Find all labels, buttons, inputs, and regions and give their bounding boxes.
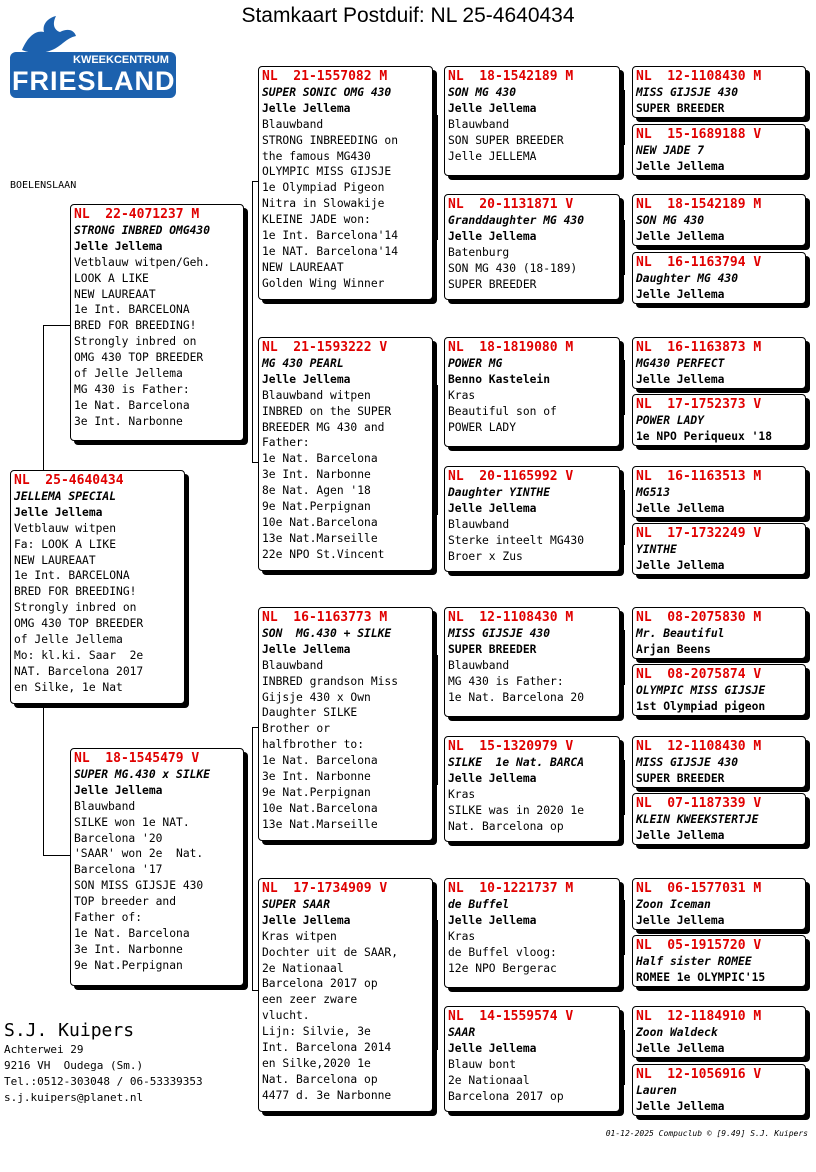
pigeon-info-line: SON SUPER BREEDER	[448, 133, 564, 147]
owner-name: S.J. Kuipers	[4, 1020, 135, 1041]
ring-number: NL 17-1732249 V	[636, 526, 762, 541]
pigeon-info-line: SUPER BREEDER	[448, 277, 537, 291]
breeder-name: Jelle Jellema	[636, 159, 725, 173]
ring-number: NL 17-1734909 V	[262, 881, 388, 896]
pigeon-card-gen4[interactable]	[632, 607, 806, 659]
pigeon-name: MG 430 PEARL	[262, 356, 344, 370]
pigeon-card-father[interactable]	[70, 204, 244, 441]
breeder-name: Jelle Jellema	[262, 913, 351, 927]
ring-number: NL 12-1108430 M	[448, 610, 574, 625]
pigeon-info-line: SON MISS GIJSJE 430	[74, 879, 204, 893]
connector-line	[624, 760, 625, 815]
pigeon-card-gen3[interactable]	[444, 466, 620, 572]
pigeon-info-line: NEW LAUREAAT	[262, 260, 344, 274]
breeder-name: Jelle Jellema	[636, 229, 725, 243]
pigeon-info-line: 1e Nat. Barcelona	[262, 754, 378, 768]
pigeon-name: Zoon Iceman	[636, 897, 711, 911]
pigeon-info-line: Kras witpen	[262, 929, 337, 943]
pigeon-info-line: 3e Int. Narbonne	[74, 414, 183, 428]
owner-block	[4, 1020, 203, 1106]
breeder-name: Jelle Jellema	[262, 642, 351, 656]
breeder-name: Jelle Jellema	[448, 1041, 537, 1055]
pigeon-info-line: Jelle JELLEMA	[448, 149, 537, 163]
pigeon-name: POWER LADY	[636, 413, 705, 427]
pigeon-info-line: MG 430 is Father:	[74, 382, 190, 396]
ring-number: NL 08-2075874 V	[636, 667, 762, 682]
breeder-name: Jelle Jellema	[74, 239, 163, 253]
pigeon-info-line: Brother or	[262, 722, 331, 736]
pigeon-info-line: 10e Nat.Barcelona	[262, 515, 378, 529]
connector-line	[624, 900, 625, 955]
pigeon-info-line: 'SAAR' won 2e Nat.	[74, 847, 204, 861]
pigeon-card-gen4[interactable]	[632, 66, 806, 118]
pigeon-info-line: 13e Nat.Marseille	[262, 531, 378, 545]
breeder-name: ROMEE 1e OLYMPIC'15	[636, 970, 766, 984]
pigeon-name: Zoon Waldeck	[636, 1025, 718, 1039]
pigeon-info-line: Kras	[448, 388, 476, 402]
pigeon-card-gen2[interactable]	[258, 337, 433, 571]
pigeon-info-line: Lijn: Silvie, 3e	[262, 1025, 371, 1039]
ring-number: NL 18-1542189 M	[448, 69, 574, 84]
footer-credit: 01-12-2025 Compuclub © [9.49] S.J. Kuipers	[605, 1129, 808, 1138]
pigeon-info-line: Barcelona 2017 op	[262, 977, 378, 991]
pigeon-card-gen4[interactable]	[632, 194, 806, 246]
ring-number: NL 14-1559574 V	[448, 1009, 574, 1024]
pigeon-name: de Buffel	[448, 897, 510, 911]
breeder-name: Jelle Jellema	[636, 1099, 725, 1113]
pigeon-info-line: BRED FOR BREEDING!	[74, 319, 197, 333]
pigeon-info-line: en Silke,2020 1e	[262, 1056, 371, 1070]
connector-line	[624, 90, 625, 145]
pigeon-card-gen3[interactable]	[444, 878, 620, 988]
pigeon-info-line: 1e Int. Barcelona'14	[262, 229, 399, 243]
pigeon-info-line: 1e Olympiad Pigeon	[262, 181, 385, 195]
ring-number: NL 12-1056916 V	[636, 1067, 762, 1082]
ring-number: NL 25-4640434	[14, 473, 124, 488]
breeder-name: Jelle Jellema	[448, 101, 537, 115]
breeder-name: Jelle Jellema	[448, 913, 537, 927]
breeder-name: Jelle Jellema	[262, 372, 351, 386]
ring-number: NL 18-1545479 V	[74, 751, 200, 766]
pigeon-card-gen3[interactable]	[444, 337, 620, 447]
pigeon-info-line: INBRED grandson Miss	[262, 674, 399, 688]
pigeon-info-line: 3e Int. Narbonne	[74, 942, 183, 956]
pigeon-card-gen2[interactable]	[258, 878, 433, 1112]
pigeon-info-line: Father of:	[74, 911, 143, 925]
pigeon-card-gen4[interactable]	[632, 736, 806, 788]
pigeon-card-gen4[interactable]	[632, 337, 806, 389]
pigeon-card-gen4[interactable]	[632, 252, 806, 304]
breeder-name: 1e NPO Periqueux '18	[636, 429, 773, 443]
pigeon-info-line: Blauwband	[448, 117, 510, 131]
pigeon-info-line: TOP breeder and	[74, 895, 177, 909]
pigeon-info-line: Strongly inbred on	[74, 335, 197, 349]
pigeon-info-line: OMG 430 TOP BREEDER	[14, 617, 144, 631]
pigeon-name: KLEIN KWEEKSTERTJE	[636, 812, 759, 826]
pigeon-info-line: 9e Nat.Perpignan	[262, 785, 371, 799]
pigeon-name: SUPER MG.430 x SILKE	[74, 767, 211, 781]
pigeon-card-mother[interactable]	[70, 748, 244, 986]
breeder-name: Jelle Jellema	[262, 101, 351, 115]
connector-line	[437, 115, 438, 240]
pigeon-card-gen4[interactable]	[632, 878, 806, 930]
pigeon-info-line: 1e Int. BARCELONA	[14, 569, 130, 583]
connector-line	[252, 727, 253, 990]
ring-number: NL 17-1752373 V	[636, 397, 762, 412]
connector-line	[43, 325, 71, 326]
pigeon-card-gen4[interactable]	[632, 394, 806, 446]
owner-phone: Tel.:0512-303048 / 06-53339353	[4, 1075, 203, 1088]
pigeon-name: SON MG 430	[636, 213, 705, 227]
pigeon-info-line: 3e Int. Narbonne	[262, 770, 371, 784]
pigeon-info-line: Int. Barcelona 2014	[262, 1041, 392, 1055]
breeder-name: SUPER BREEDER	[636, 771, 725, 785]
pigeon-name: SAAR	[448, 1025, 476, 1039]
pigeon-name: SON MG.430 + SILKE	[262, 626, 392, 640]
connector-line	[624, 360, 625, 415]
pigeon-info-line: INBRED on the SUPER	[262, 404, 392, 418]
ring-number: NL 07-1187339 V	[636, 796, 762, 811]
breeder-name: Jelle Jellema	[636, 828, 725, 842]
pigeon-card-gen4[interactable]	[632, 124, 806, 176]
pigeon-info-line: 9e Nat.Perpignan	[74, 958, 183, 972]
pigeon-card-main[interactable]	[10, 470, 185, 704]
ring-number: NL 18-1542189 M	[636, 197, 762, 212]
pigeon-name: Lauren	[636, 1083, 677, 1097]
ring-number: NL 21-1557082 M	[262, 69, 388, 84]
pigeon-info-line: 1e Nat. Barcelona	[74, 926, 190, 940]
connector-line	[252, 181, 253, 462]
pigeon-info-line: Blauwband	[262, 658, 324, 672]
breeder-name: Jelle Jellema	[636, 372, 725, 386]
pigeon-info-line: SON MG 430 (18-189)	[448, 261, 578, 275]
pigeon-name: Granddaughter MG 430	[448, 213, 585, 227]
breeder-name: SUPER BREEDER	[448, 642, 537, 656]
pigeon-name: SILKE 1e Nat. BARCA	[448, 755, 585, 769]
connector-line	[437, 920, 438, 1050]
pigeon-info-line: Father:	[262, 436, 310, 450]
connector-line	[437, 385, 438, 515]
pigeon-info-line: halfbrother to:	[262, 738, 365, 752]
pigeon-info-line: BRED FOR BREEDING!	[14, 585, 137, 599]
pigeon-info-line: Blauw bont	[448, 1057, 517, 1071]
pigeon-name: SUPER SONIC OMG 430	[262, 85, 392, 99]
pigeon-name: Half sister ROMEE	[636, 954, 752, 968]
pigeon-card-gen3[interactable]	[444, 1006, 620, 1112]
pigeon-info-line: 1e Int. BARCELONA	[74, 303, 190, 317]
pigeon-info-line: 12e NPO Bergerac	[448, 961, 557, 975]
pigeon-card-gen4[interactable]	[632, 1064, 806, 1116]
pigeon-info-line: Kras	[448, 929, 476, 943]
pigeon-info-line: Gijsje 430 x Own	[262, 690, 371, 704]
pigeon-card-gen4[interactable]	[632, 523, 806, 575]
ring-number: NL 06-1577031 M	[636, 881, 762, 896]
pigeon-info-line: vlucht.	[262, 1009, 310, 1023]
pigeon-info-line: Nitra in Slowakije	[262, 197, 385, 211]
ring-number: NL 20-1165992 V	[448, 469, 574, 484]
pigeon-info-line: 1e NAT. Barcelona'14	[262, 244, 399, 258]
pigeon-card-gen4[interactable]	[632, 793, 806, 845]
pigeon-info-line: Blauwband	[262, 117, 324, 131]
pigeon-info-line: de Buffel vloog:	[448, 945, 557, 959]
pigeon-info-line: Blauwband	[448, 658, 510, 672]
logo-subtitle: KWEEKCENTRUM	[73, 54, 169, 66]
ring-number: NL 12-1108430 M	[636, 69, 762, 84]
ring-number: NL 16-1163794 V	[636, 255, 762, 270]
pigeon-card-gen4[interactable]	[632, 664, 806, 716]
pigeon-info-line: Nat. Barcelona op	[448, 819, 564, 833]
pigeon-card-gen3[interactable]	[444, 194, 620, 300]
pigeon-name: MISS GIJSJE 430	[448, 626, 551, 640]
pigeon-info-line: LOOK A LIKE	[74, 271, 149, 285]
pigeon-info-line: 1e Nat. Barcelona 20	[448, 690, 585, 704]
owner-email[interactable]: s.j.kuipers@planet.nl	[4, 1091, 144, 1104]
pigeon-info-line: SILKE was in 2020 1e	[448, 803, 585, 817]
pigeon-info-line: NAT. Barcelona 2017	[14, 664, 144, 678]
connector-line	[437, 655, 438, 785]
pigeon-card-gen3[interactable]	[444, 607, 620, 717]
ring-number: NL 16-1163873 M	[636, 340, 762, 355]
pigeon-card-gen2[interactable]	[258, 607, 433, 841]
pigeon-name: MISS GIJSJE 430	[636, 85, 739, 99]
pigeon-info-line: Mo: kl.ki. Saar 2e	[14, 648, 144, 662]
owner-address-line: Achterwei 29	[4, 1043, 84, 1056]
pigeon-info-line: Blauwband	[448, 517, 510, 531]
logo-name: FRIESLAND	[12, 66, 176, 96]
connector-line	[624, 220, 625, 275]
pigeon-info-line: 1e Nat. Barcelona	[74, 398, 190, 412]
pigeon-info-line: Blauwband	[74, 799, 136, 813]
pigeon-info-line: Golden Wing Winner	[262, 276, 385, 290]
connector-line	[43, 855, 71, 856]
connector-line	[624, 630, 625, 685]
pigeon-info-line: 2e Nationaal	[448, 1073, 530, 1087]
pigeon-info-line: 3e Int. Narbonne	[262, 468, 371, 482]
pigeon-info-line: Sterke inteelt MG430	[448, 533, 585, 547]
pigeon-name: Daughter YINTHE	[448, 485, 551, 499]
pigeon-info-line: NEW LAUREAAT	[14, 553, 96, 567]
pigeon-info-line: 9e Nat.Perpignan	[262, 500, 371, 514]
pigeon-info-line: 8e Nat. Agen '18	[262, 484, 371, 498]
pigeon-info-line: SILKE won 1e NAT.	[74, 815, 190, 829]
pigeon-name: YINTHE	[636, 542, 677, 556]
pigeon-info-line: the famous MG430	[262, 149, 371, 163]
pigeon-info-line: Dochter uit de SAAR,	[262, 945, 399, 959]
pigeon-name: OLYMPIC MISS GIJSJE	[636, 683, 766, 697]
pigeon-name: SUPER SAAR	[262, 897, 331, 911]
pigeon-name: MISS GIJSJE 430	[636, 755, 739, 769]
pigeon-info-line: Nat. Barcelona op	[262, 1072, 378, 1086]
ring-number: NL 16-1163773 M	[262, 610, 388, 625]
pigeon-info-line: Barcelona '20	[74, 831, 163, 845]
breeder-name: Jelle Jellema	[636, 287, 725, 301]
pigeon-info-line: STRONG INBREEDING on	[262, 133, 399, 147]
pigeon-card-gen3[interactable]	[444, 736, 620, 842]
pigeon-info-line: of Jelle Jellema	[14, 633, 123, 647]
breeder-name: Jelle Jellema	[14, 505, 103, 519]
pigeon-info-line: Kras	[448, 787, 476, 801]
pigeon-info-line: OLYMPIC MISS GIJSJE	[262, 165, 392, 179]
pigeon-card-gen4[interactable]	[632, 935, 806, 987]
pigeon-card-gen3[interactable]	[444, 66, 620, 176]
ring-number: NL 21-1593222 V	[262, 340, 388, 355]
ring-number: NL 08-2075830 M	[636, 610, 762, 625]
ring-number: NL 15-1320979 V	[448, 739, 574, 754]
pigeon-info-line: en Silke, 1e Nat	[14, 680, 123, 694]
pigeon-info-line: Batenburg	[448, 245, 510, 259]
pigeon-info-line: 4477 d. 3e Narbonne	[262, 1088, 392, 1102]
breeder-name: Arjan Beens	[636, 642, 711, 656]
connector-line	[624, 1030, 625, 1085]
breeder-name: Jelle Jellema	[74, 783, 163, 797]
pigeon-info-line: Barcelona 2017 op	[448, 1089, 564, 1103]
pigeon-info-line: 13e Nat.Marseille	[262, 817, 378, 831]
ring-number: NL 16-1163513 M	[636, 469, 762, 484]
pigeon-info-line: Vetblauw witpen	[14, 521, 117, 535]
pigeon-info-line: 22e NPO St.Vincent	[262, 547, 385, 561]
logo	[10, 16, 176, 100]
pigeon-info-line: Blauwband witpen	[262, 388, 371, 402]
pigeon-info-line: Vetblauw witpen/Geh.	[74, 255, 211, 269]
breeder-name: Jelle Jellema	[636, 501, 725, 515]
breeder-name: Jelle Jellema	[448, 229, 537, 243]
loft-name: BOELENSLAAN	[10, 180, 77, 191]
ring-number: NL 10-1221737 M	[448, 881, 574, 896]
breeder-name: Jelle Jellema	[448, 771, 537, 785]
pigeon-info-line: KLEINE JADE won:	[262, 213, 371, 227]
ring-number: NL 15-1689188 V	[636, 127, 762, 142]
pigeon-info-line: Barcelona '17	[74, 863, 163, 877]
ring-number: NL 12-1108430 M	[636, 739, 762, 754]
pigeon-info-line: OMG 430 TOP BREEDER	[74, 351, 204, 365]
ring-number: NL 18-1819080 M	[448, 340, 574, 355]
breeder-name: Jelle Jellema	[448, 501, 537, 515]
pigeon-name: Mr. Beautiful	[636, 626, 725, 640]
pigeon-name: POWER MG	[448, 356, 503, 370]
pigeon-name: STRONG INBRED OMG430	[74, 223, 211, 237]
pigeon-name: Daughter MG 430	[636, 271, 739, 285]
ring-number: NL 12-1184910 M	[636, 1009, 762, 1024]
breeder-name: Jelle Jellema	[636, 558, 725, 572]
pigeon-info-line: Strongly inbred on	[14, 601, 137, 615]
pigeon-info-line: een zeer zware	[262, 993, 358, 1007]
pigeon-card-gen4[interactable]	[632, 466, 806, 518]
pigeon-info-line: 1e Nat. Barcelona	[262, 452, 378, 466]
owner-address-line: 9216 VH Oudega (Sm.)	[4, 1059, 144, 1072]
pigeon-info-line: Beautiful son of	[448, 404, 557, 418]
pigeon-info-line: Fa: LOOK A LIKE	[14, 537, 117, 551]
connector-line	[624, 490, 625, 545]
pigeon-name: JELLEMA SPECIAL	[14, 489, 117, 503]
pigeon-name: MG430 PERFECT	[636, 356, 725, 370]
pigeon-card-gen4[interactable]	[632, 1006, 806, 1058]
ring-number: NL 22-4071237 M	[74, 207, 200, 222]
pigeon-info-line: of Jelle Jellema	[74, 367, 183, 381]
pigeon-info-line: 10e Nat.Barcelona	[262, 801, 378, 815]
breeder-name: 1st Olympiad pigeon	[636, 699, 766, 713]
breeder-name: Jelle Jellema	[636, 913, 725, 927]
pigeon-info-line: POWER LADY	[448, 420, 517, 434]
breeder-name: Benno Kastelein	[448, 372, 551, 386]
breeder-name: Jelle Jellema	[636, 1041, 725, 1055]
pigeon-name: MG513	[636, 485, 671, 499]
pigeon-info-line: Daughter SILKE	[262, 706, 358, 720]
page-title: Stamkaart Postduif: NL 25-4640434	[241, 4, 575, 27]
ring-number: NL 20-1131871 V	[448, 197, 574, 212]
pigeon-info-line: MG 430 is Father:	[448, 674, 564, 688]
ring-number: NL 05-1915720 V	[636, 938, 762, 953]
pigeon-info-line: NEW LAUREAAT	[74, 287, 156, 301]
pigeon-info-line: BREEDER MG 430 and	[262, 420, 385, 434]
pigeon-name: SON MG 430	[448, 85, 517, 99]
pigeon-card-gen2[interactable]	[258, 66, 433, 300]
pigeon-info-line: Broer x Zus	[448, 549, 523, 563]
breeder-name: SUPER BREEDER	[636, 101, 725, 115]
pigeon-name: NEW JADE 7	[636, 143, 705, 157]
pigeon-info-line: 2e Nationaal	[262, 961, 344, 975]
